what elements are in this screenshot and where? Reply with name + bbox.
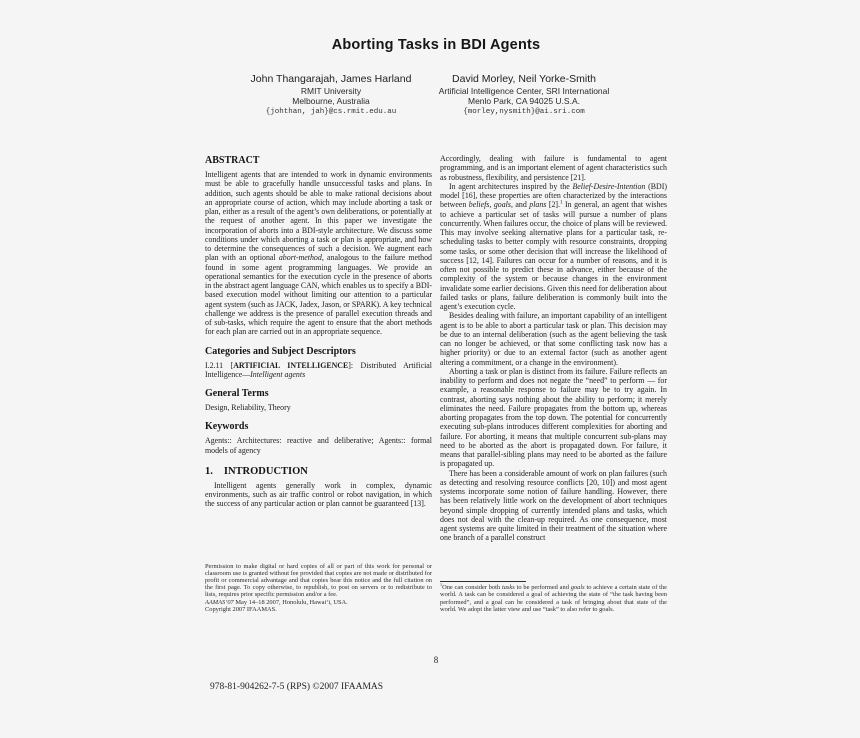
footnote-text: $^1$One can consider both tasks to be performed and goals to achieve a certain state of the world. A task can be considered a goal of achieving the state of “the task having been performed”, and a goal can be considered a task of bringing about that state of the world. We adopt the latter view and use “task” to also refer to goals. (440, 582, 667, 613)
abstract-heading: ABSTRACT (205, 155, 260, 166)
intro-paragraph: Besides dealing with failure, an important capability of an intelligent agent is to be able to abort a particular task or plan. This decision may be due to an internal deliberation (such as the agent believing the task can no longer be achieved, or that some conflicting task now has a higher priority) or due to an external factor (such as another agent altering a commitment, or a change in the environment). (440, 311, 667, 367)
body-columns (205, 154, 667, 613)
author-block-left (226, 73, 436, 116)
author-affiliation: RMIT University (300, 86, 362, 96)
footnote-rule (440, 581, 526, 582)
intro-paragraph: Accordingly, dealing with failure is fundamental to agent programming, and is an important element of agent characteristics such as robustness, flexibility, and persistence [21]. (440, 154, 667, 182)
keywords-heading: Keywords (205, 421, 249, 433)
general-terms-text: Design, Reliability, Theory (205, 403, 291, 412)
categories-text: I.2.11 [ARTIFICIAL INTELLIGENCE]: Distributed Artificial Intelligence—Intelligent agents (205, 360, 432, 379)
author-email: {johthan, jah}@cs.rmit.edu.au (265, 108, 397, 117)
permission-notice: Permission to make digital or hard copies of all or part of this work for personal or classroom use is granted without fee provided that copies are not made or distributed for profit or commercial advantage and that copies bear this notice and the full citation on the first page. To copy otherwise, to republish, to post on servers or to redistribute to lists, requires prior specific permission and/or a fee. (205, 562, 432, 599)
right-column (440, 154, 667, 613)
author-email: {morley,nysmith}@ai.sri.com (463, 108, 585, 117)
copyright-line: Copyright 2007 IFAAMAS. (205, 605, 277, 613)
intro-paragraph: There has been a considerable amount of work on plan failures (such as detecting and resolving resource conflicts [20, 10]) and most agent systems incorporate some notion of failure handling. However, there has been relatively little work on the development of abort techniques beyond simple dropping of currently intended plans and tasks, which does not deal with the clean-up required. As one consequence, most agent systems are quite limited in their treatment of the situation where one branch of a parallel construct (440, 468, 667, 543)
intro-paragraph: Intelligent agents generally work in complex, dynamic environments, such as air traffic control or robot navigation, in which the success of any particular action or plan cannot be guaranteed [13]. (205, 480, 432, 509)
author-affiliation: Menlo Park, CA 94025 U.S.A. (468, 95, 580, 106)
categories-heading: Categories and Subject Descriptors (205, 345, 356, 357)
conference-line: AAMAS’07 May 14–18 2007, Honolulu, Hawai‘i, USA. (205, 598, 348, 606)
footnote-block (440, 581, 667, 613)
abstract-text: Intelligent agents that are intended to work in dynamic environments must be able to gracefully handle unsuccessful tasks and plans. In addition, such agents should be able to make rational decisions about an appropriate course of action, which may include aborting a task or plan, either as a result of the agent’s own deliberations, or potentially at the request of another agent. In this paper we investigate the incorporation of aborts into a BDI-style architecture. We discuss some conditions under which aborting a task or plan is appropriate, and how to determine the consequences of such a decision. We augment each plan with an optional abort-method, analogous to the failure method found in some agent programming languages. We provide an operational semantics for the execution cycle in the presence of aborts in the abstract agent language CAN, which enables us to specify a BDI-based execution model without limiting our attention to a particular agent system (such as JACK, Jadex, Jason, or SPARK). A key technical challenge we address is the presence of parallel execution threads and of sub-tasks, which require the agent to ensure that the abort methods for each plan are carried out in an appropriate sequence. (205, 170, 432, 337)
footer-isbn: 978-81-904262-7-5 (RPS) ©2007 IFAAMAS (210, 682, 384, 692)
page-number: 8 (433, 655, 439, 665)
author-affiliation: Artificial Intelligence Center, SRI International (438, 86, 610, 96)
author-names: John Thangarajah, James Harland (250, 73, 412, 85)
keywords-text: Agents:: Architectures: reactive and deliberative; Agents:: formal models of agency (205, 436, 432, 455)
section-title: INTRODUCTION (223, 465, 308, 477)
section-number: 1. (205, 465, 213, 477)
author-affiliation: Melbourne, Australia (292, 95, 370, 106)
author-block-right (419, 73, 629, 116)
introduction-heading (205, 466, 432, 477)
intro-paragraph: Aborting a task or plan is distinct from its failure. Failure reflects an inability to perform and does not negate the “need” to perform — for example, a reasonable response to failure may be to try again. In contrast, aborting says nothing about the ability to perform; it merely eliminates the need. Failure propagates from the bottom up, whereas aborting propagates from the top down. The potential for concurrently executing sub-plans introduces different complexities for aborting and failure. For aborting, it means that multiple concurrent sub-plans may need to be aborted as the abort is propagated down. For failure, it means that parallel-sibling plans may need to be aborted as the failure is propagated up. (440, 366, 667, 469)
paper-title: Aborting Tasks in BDI Agents (331, 37, 541, 53)
intro-paragraph: In agent architectures inspired by the Belief-Desire-Intention (BDI) model [16], these properties are often characterized by the interactions between beliefs, goals, and plans [2].$^1$ In general, an agent that wishes to achieve a particular set of tasks will pursue a number of plans concurrently. When failures occur, the choice of plans will be reviewed. This may involve seeking alternative plans for a particular task, re-scheduling tasks to better comply with resource constraints, dropping some tasks, or some other decision that will increase the likelihood of success [12, 14]. Failures can occur for a number of reasons, and it is often not possible to predict these in advance, either because of the complexity of the system or because changes in the environment invalidate some earlier decisions. Given this need for deliberation about failed tasks or plans, failure deliberation is commonly built into the agent’s execution cycle. (440, 181, 668, 311)
permission-block (205, 563, 432, 613)
general-terms-heading: General Terms (205, 388, 269, 399)
author-names: David Morley, Neil Yorke-Smith (452, 73, 596, 85)
left-column (205, 154, 432, 613)
